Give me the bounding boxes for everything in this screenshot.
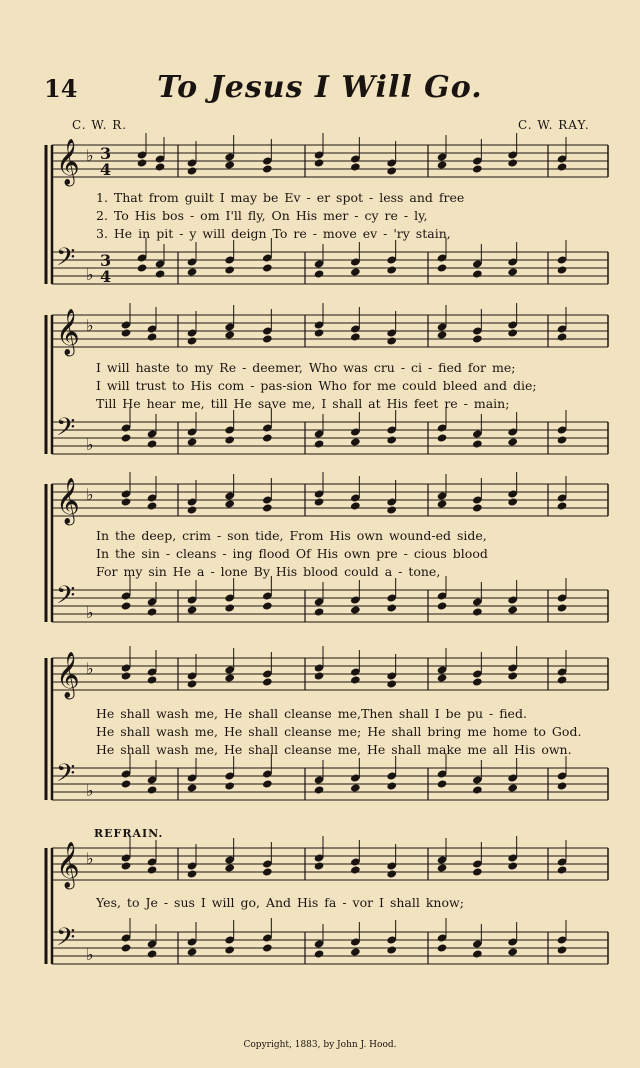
note-head <box>147 675 158 684</box>
note-head <box>224 265 235 274</box>
note-head <box>507 947 518 956</box>
note-head <box>262 164 273 173</box>
note-head <box>472 439 483 448</box>
hymn-title: To Jesus I Will Go. <box>157 70 483 105</box>
flat-icon: ♭ <box>86 435 94 454</box>
note-head <box>224 499 235 508</box>
note-head <box>350 865 361 874</box>
note-head <box>386 435 397 444</box>
note-head <box>437 863 448 872</box>
note-head <box>472 334 483 343</box>
note-head <box>350 162 361 171</box>
flat-icon: ♭ <box>86 316 94 335</box>
time-signature-bottom: 4 <box>100 160 112 179</box>
note-head <box>507 328 518 337</box>
note-head <box>187 679 198 688</box>
note-head <box>137 158 148 167</box>
note-head <box>314 949 325 958</box>
note-head <box>472 269 483 278</box>
lyric-line: 2. To His bos - om I'll fly, On His mer - cy re - ly, <box>96 208 428 223</box>
note-head <box>437 673 448 682</box>
refrain-label: REFRAIN. <box>94 827 164 840</box>
note-head <box>437 160 448 169</box>
note-head <box>437 943 448 952</box>
note-head <box>472 164 483 173</box>
note-head <box>314 497 325 506</box>
note-head <box>121 328 132 337</box>
note-head <box>262 677 273 686</box>
note-head <box>472 949 483 958</box>
note-head <box>437 779 448 788</box>
note-head <box>224 863 235 872</box>
note-head <box>147 607 158 616</box>
time-signature-top: 3 <box>100 251 112 270</box>
treble-clef-icon: 𝄞 <box>56 309 80 355</box>
flat-icon: ♭ <box>86 849 94 868</box>
note-head <box>472 867 483 876</box>
note-head <box>262 601 273 610</box>
lyric-line: I will haste to my Re - deemer, Who was cru - ci - fied for me; <box>96 360 516 375</box>
lyricist-credit: C. W. R. <box>72 118 128 132</box>
page-number: 14 <box>44 74 78 103</box>
note-head <box>386 603 397 612</box>
note-head <box>187 869 198 878</box>
flat-icon: ♭ <box>86 485 94 504</box>
note-head <box>507 158 518 167</box>
lyric-line: Till He hear me, till He save me, I shall at His feet re - main; <box>96 396 510 411</box>
bass-clef-icon: 𝄢 <box>56 581 76 616</box>
note-head <box>386 505 397 514</box>
note-head <box>121 433 132 442</box>
note-head <box>187 783 198 792</box>
flat-icon: ♭ <box>86 146 94 165</box>
note-head <box>224 945 235 954</box>
note-head <box>224 330 235 339</box>
flat-icon: ♭ <box>86 265 94 284</box>
note-head <box>314 607 325 616</box>
note-head <box>437 499 448 508</box>
note-head <box>187 947 198 956</box>
note-head <box>262 943 273 952</box>
note-head <box>386 679 397 688</box>
lyric-line: He shall wash me, He shall cleanse me,Then shall I be pu - fied. <box>96 706 527 721</box>
note-head <box>557 332 568 341</box>
note-head <box>187 605 198 614</box>
note-head <box>557 865 568 874</box>
note-head <box>350 437 361 446</box>
note-head <box>472 607 483 616</box>
note-head <box>147 785 158 794</box>
note-head <box>507 437 518 446</box>
treble-clef-icon: 𝄞 <box>56 842 80 888</box>
note-head <box>147 949 158 958</box>
note-head <box>147 501 158 510</box>
note-head <box>314 671 325 680</box>
note-head <box>147 439 158 448</box>
note-head <box>557 945 568 954</box>
note-head <box>472 503 483 512</box>
note-head <box>187 336 198 345</box>
note-head <box>350 267 361 276</box>
lyric-line: Yes, to Je - sus I will go, And His fa - vor I shall know; <box>96 895 464 910</box>
note-head <box>386 166 397 175</box>
flat-icon: ♭ <box>86 659 94 678</box>
note-head <box>557 675 568 684</box>
flat-icon: ♭ <box>86 945 94 964</box>
note-head <box>557 501 568 510</box>
note-head <box>262 779 273 788</box>
note-head <box>507 671 518 680</box>
note-head <box>472 677 483 686</box>
note-head <box>350 783 361 792</box>
note-head <box>557 781 568 790</box>
note-head <box>437 263 448 272</box>
note-head <box>507 783 518 792</box>
lyric-line: He shall wash me, He shall cleanse me, He shall make me all His own. <box>96 742 572 757</box>
note-head <box>314 861 325 870</box>
note-head <box>121 861 132 870</box>
treble-clef-icon: 𝄞 <box>56 478 80 524</box>
note-head <box>386 945 397 954</box>
note-head <box>437 330 448 339</box>
note-head <box>187 166 198 175</box>
note-head <box>350 947 361 956</box>
note-head <box>386 265 397 274</box>
note-head <box>386 869 397 878</box>
treble-clef-icon: 𝄞 <box>56 652 80 698</box>
note-head <box>314 785 325 794</box>
note-head <box>314 328 325 337</box>
lyric-line: 1. That from guilt I may be Ev - er spot - less and free <box>96 190 465 205</box>
note-head <box>386 336 397 345</box>
note-head <box>350 675 361 684</box>
note-head <box>507 497 518 506</box>
note-head <box>262 867 273 876</box>
note-head <box>121 671 132 680</box>
note-head <box>557 162 568 171</box>
note-head <box>121 943 132 952</box>
bass-clef-icon: 𝄢 <box>56 413 76 448</box>
flat-icon: ♭ <box>86 781 94 800</box>
note-head <box>224 435 235 444</box>
note-head <box>224 160 235 169</box>
composer-credit: C. W. RAY. <box>518 118 590 132</box>
note-head <box>224 603 235 612</box>
note-head <box>472 785 483 794</box>
note-head <box>121 601 132 610</box>
note-head <box>155 269 166 278</box>
note-head <box>187 505 198 514</box>
note-head <box>557 435 568 444</box>
lyric-line: 3. He in pit - y will deign To re - move ev - 'ry stain, <box>96 226 451 241</box>
note-head <box>350 332 361 341</box>
note-head <box>507 605 518 614</box>
note-head <box>155 162 166 171</box>
time-signature-top: 3 <box>100 144 112 163</box>
note-head <box>147 865 158 874</box>
note-head <box>386 781 397 790</box>
note-head <box>262 433 273 442</box>
note-head <box>147 332 158 341</box>
time-signature-bottom: 4 <box>100 267 112 286</box>
treble-clef-icon: 𝄞 <box>56 139 80 185</box>
bass-clef-icon: 𝄢 <box>56 243 76 278</box>
lyric-line: I will trust to His com - pas-sion Who for me could bleed and die; <box>96 378 537 393</box>
note-head <box>557 603 568 612</box>
note-head <box>224 673 235 682</box>
copyright-notice: Copyright, 1883, by John J. Hood. <box>243 1040 397 1050</box>
note-head <box>224 781 235 790</box>
lyric-line: In the sin - cleans - ing flood Of His own pre - cious blood <box>96 546 488 561</box>
lyric-line: He shall wash me, He shall cleanse me; He shall bring me home to God. <box>96 724 582 739</box>
note-head <box>121 497 132 506</box>
note-head <box>507 861 518 870</box>
note-head <box>187 437 198 446</box>
lyric-line: For my sin He a - lone By His blood could a - tone, <box>96 564 441 579</box>
note-head <box>350 501 361 510</box>
lyric-line: In the deep, crim - son tide, From His own wound-ed side, <box>96 528 487 543</box>
note-head <box>350 605 361 614</box>
bass-clef-icon: 𝄢 <box>56 759 76 794</box>
note-head <box>262 263 273 272</box>
note-head <box>314 158 325 167</box>
note-head <box>262 503 273 512</box>
note-head <box>137 263 148 272</box>
note-head <box>121 779 132 788</box>
note-head <box>187 267 198 276</box>
note-head <box>314 269 325 278</box>
note-head <box>437 601 448 610</box>
note-head <box>314 439 325 448</box>
note-head <box>557 265 568 274</box>
note-head <box>437 433 448 442</box>
bass-clef-icon: 𝄢 <box>56 923 76 958</box>
flat-icon: ♭ <box>86 603 94 622</box>
note-head <box>262 334 273 343</box>
note-head <box>507 267 518 276</box>
